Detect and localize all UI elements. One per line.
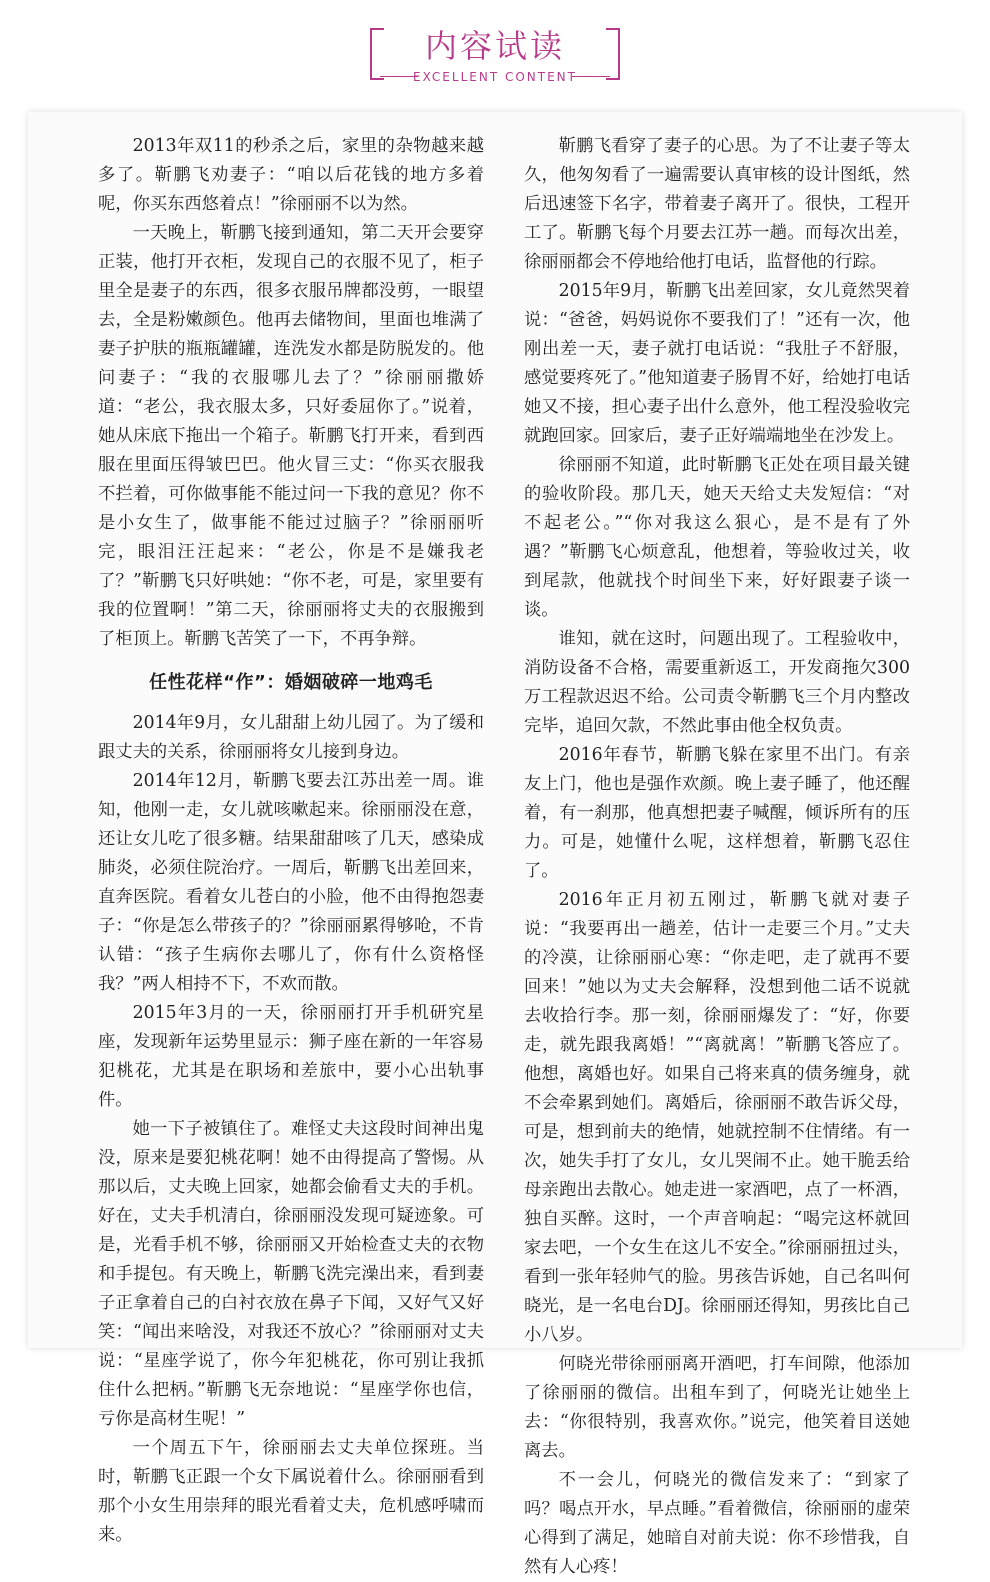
paragraph: 2015年9月，靳鹏飞出差回家，女儿竟然哭着说：“爸爸，妈妈说你不要我们了！”还有一次，他刚出差一天，妻子就打电话说：“我肚子不舒服，感觉要疼死了。”他知道妻子肠胃不好，给她打电话她又不接，担心妻子出什么意外，他工程没验收完就跑回家。回家后，妻子正好端端地坐在沙发上。: [524, 281, 910, 446]
paragraph: 靳鹏飞看穿了妻子的心思。为了不让妻子等太久，他匆匆看了一遍需要认真审核的设计图纸，然后迅速签下名字，带着妻子离开了。很快，工程开工了。靳鹏飞每个月要去江苏一趟。而每次出差，徐丽丽都会不停地给他打电话，监督他的行踪。: [524, 136, 910, 272]
paragraph: 2014年9月，女儿甜甜上幼儿园了。为了缓和跟丈夫的关系，徐丽丽将女儿接到身边。: [98, 713, 484, 762]
paragraph: 她一下子被镇住了。难怪丈夫这段时间神出鬼没，原来是要犯桃花啊！她不由得提高了警惕。从那以后，丈夫晚上回家，她都会偷看丈夫的手机。好在，丈夫手机清白，徐丽丽没发现可疑迹象。可是，光看手机不够，徐丽丽又开始检查丈夫的衣物和手提包。有天晚上，靳鹏飞洗完澡出来，看到妻子正拿着自己的白衬衣放在鼻子下闻，又好气又好笑：“闻出来啥没，对我还不放心？”徐丽丽对丈夫说：“星座学说了，你今年犯桃花，你可别让我抓住什么把柄。”靳鹏飞无奈地说：“星座学你也信，亏你是高材生呢！”: [98, 1119, 484, 1429]
section-heading: 任性花样“作”：婚姻破碎一地鸡毛: [149, 672, 433, 693]
paragraph: 一个周五下午，徐丽丽去丈夫单位探班。当时，靳鹏飞正跟一个女下属说着什么。徐丽丽看到那个小女生用崇拜的眼光看着丈夫，危机感呼啸而来。: [98, 1438, 484, 1545]
section-brand: [370, 14, 620, 90]
paragraph: 2016年正月初五刚过，靳鹏飞就对妻子说：“我要再出一趟差，估计一走要三个月。”丈夫的冷漠，让徐丽丽心寒：“你走吧，走了就再不要回来！”她以为丈夫会解释，没想到他二话不说就去收拾行李。那一刻，徐丽丽爆发了：“好，你要走，就先跟我离婚！”“离就离！”靳鹏飞答应了。他想，离婚也好。如果自己将来真的债务缠身，就不会牵累到她们。离婚后，徐丽丽不敢告诉父母，可是，想到前夫的绝情，她就控制不住情绪。有一次，她失手打了女儿，女儿哭闹不止。她干脆丢给母亲跑出去散心。她走进一家酒吧，点了一杯酒，独自买醉。这时，一个声音响起：“喝完这杯就回家去吧，一个女生在这儿不安全。”徐丽丽扭过头，看到一张年轻帅气的脸。男孩告诉她，自己名叫何晓光，是一名电台DJ。徐丽丽还得知，男孩比自己小八岁。: [524, 890, 910, 1345]
article-page: [28, 112, 962, 1577]
article-right-column: [524, 132, 910, 1582]
paragraph: 2015年3月的一天，徐丽丽打开手机研究星座，发现新年运势里显示：狮子座在新的一年容易犯桃花，尤其是在职场和差旅中，要小心出轨事件。: [98, 1003, 484, 1110]
header: [0, 0, 990, 100]
paragraph: 一天晚上，靳鹏飞接到通知，第二天开会要穿正装，他打开衣柜，发现自己的衣服不见了，柜子里全是妻子的东西，很多衣服吊牌都没剪，一眼望去，全是粉嫩颜色。他再去储物间，里面也堆满了妻子护肤的瓶瓶罐罐，连洗发水都是防脱发的。他问妻子：“我的衣服哪儿去了？”徐丽丽撒娇道：“老公，我衣服太多，只好委屈你了。”说着，她从床底下拖出一个箱子。靳鹏飞打开来，看到西服在里面压得皱巴巴。他火冒三丈：“你买衣服我不拦着，可你做事能不能过问一下我的意见？你不是小女生了，做事能不能过过脑子？”徐丽丽听完，眼泪汪汪起来：“老公，你是不是嫌我老了？”靳鹏飞只好哄她：“你不老，可是，家里要有我的位置啊！”第二天，徐丽丽将丈夫的衣服搬到了柜顶上。靳鹏飞苦笑了一下，不再争辩。: [98, 223, 484, 649]
paragraph: 谁知，就在这时，问题出现了。工程验收中，消防设备不合格，需要重新返工，开发商拖欠300万工程款迟迟不给。公司责令靳鹏飞三个月内整改完毕，追回欠款，不然此事由他全权负责。: [524, 629, 910, 736]
paragraph: 2016年春节，靳鹏飞躲在家里不出门。有亲友上门，他也是强作欢颜。晚上妻子睡了，他还醒着，有一刹那，他真想把妻子喊醒，倾诉所有的压力。可是，她懂什么呢，这样想着，靳鹏飞忍住了。: [524, 745, 910, 881]
paragraph: 徐丽丽不知道，此时靳鹏飞正处在项目最关键的验收阶段。那几天，她天天给丈夫发短信：“对不起老公。”“你对我这么狠心，是不是有了外遇？”靳鹏飞心烦意乱，他想着，等验收过关，收到尾款，他就找个时间坐下来，好好跟妻子谈一谈。: [524, 455, 910, 620]
article-left-column: [98, 132, 484, 1550]
paragraph: 2014年12月，靳鹏飞要去江苏出差一周。谁知，他刚一走，女儿就咳嗽起来。徐丽丽没在意，还让女儿吃了很多糖。结果甜甜咳了几天，感染成肺炎，必须住院治疗。一周后，靳鹏飞出差回来，直奔医院。看着女儿苍白的小脸，他不由得抱怨妻子：“你是怎么带孩子的？”徐丽丽累得够呛，不肯认错：“孩子生病你去哪儿了，你有什么资格怪我？”两人相持不下，不欢而散。: [98, 771, 484, 994]
paragraph: 2013年双11的秒杀之后，家里的杂物越来越多了。靳鹏飞劝妻子：“咱以后花钱的地方多着呢，你买东西悠着点！”徐丽丽不以为然。: [98, 136, 484, 214]
paragraph: 何晓光带徐丽丽离开酒吧，打车间隙，他添加了徐丽丽的微信。出租车到了，何晓光让她坐上去：“你很特别，我喜欢你。”说完，他笑着目送她离去。: [524, 1354, 910, 1461]
paragraph: 不一会儿，何晓光的微信发来了：“到家了吗？喝点开水，早点睡。”看着微信，徐丽丽的虚荣心得到了满足，她暗自对前夫说：你不珍惜我，自然有人心疼！: [524, 1470, 910, 1577]
section-title: 内容试读: [424, 27, 565, 65]
section-subtitle: EXCELLENT CONTENT: [413, 70, 577, 84]
